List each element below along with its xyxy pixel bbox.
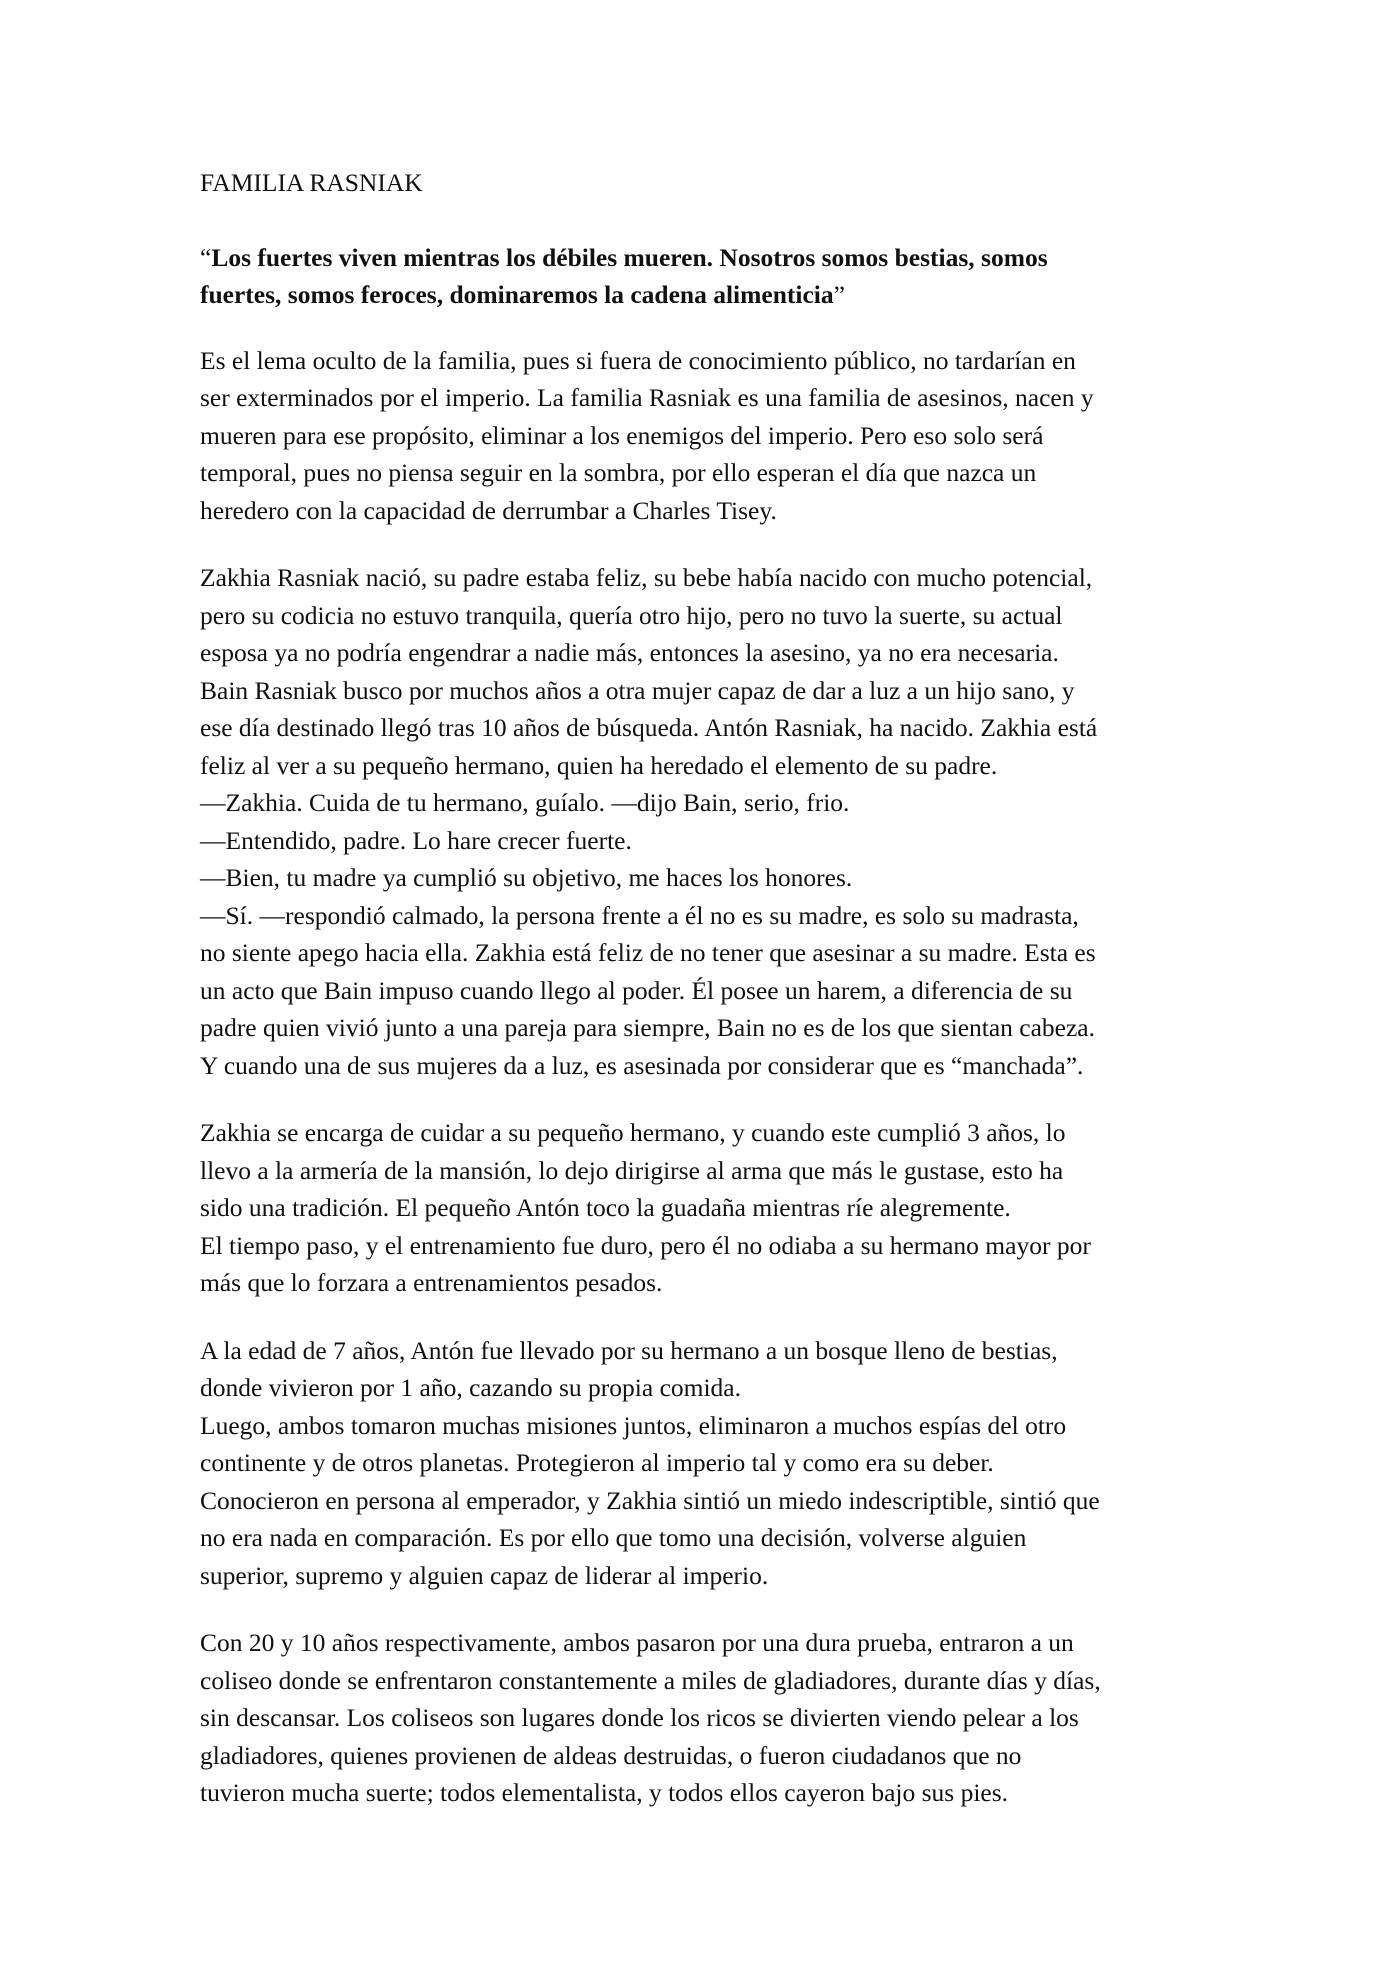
paragraph-line: no siente apego hacia ella. Zakhia está feliz de no tener que asesinar a su madre. Esta es bbox=[200, 938, 1096, 967]
paragraph-line: donde vivieron por 1 año, cazando su propia comida. bbox=[200, 1373, 742, 1402]
body-paragraph bbox=[200, 1624, 1220, 1812]
paragraph-line: —Bien, tu madre ya cumplió su objetivo, me haces los honores. bbox=[200, 863, 853, 892]
paragraph-line: Zakhia Rasniak nació, su padre estaba feliz, su bebe había nacido con mucho potencial, bbox=[200, 563, 1093, 592]
paragraph-line: gladiadores, quienes provienen de aldeas destruidas, o fueron ciudadanos que no bbox=[200, 1740, 1022, 1770]
document-title: FAMILIA RASNIAK bbox=[200, 168, 423, 197]
paragraph-line: esposa ya no podría engendrar a nadie más, entonces la asesino, ya no era necesaria. bbox=[200, 638, 1059, 667]
document-body bbox=[200, 164, 1220, 1812]
paragraph-line: sido una tradición. El pequeño Antón toco la guadaña mientras ríe alegremente. bbox=[200, 1193, 1011, 1222]
paragraph-line: no era nada en comparación. Es por ello que tomo una decisión, volverse alguien bbox=[200, 1523, 1027, 1552]
paragraph-line: coliseo donde se enfrentaron constantemente a miles de gladiadores, durante días y días, bbox=[200, 1665, 1101, 1695]
paragraph-line: El tiempo paso, y el entrenamiento fue duro, pero él no odiaba a su hermano mayor por bbox=[200, 1230, 1091, 1260]
paragraph-line: feliz al ver a su pequeño hermano, quien ha heredado el elemento de su padre. bbox=[200, 750, 998, 780]
paragraph-line: llevo a la armería de la mansión, lo dejo dirigirse al arma que más le gustase, esto ha bbox=[200, 1155, 1064, 1185]
paragraph-line: heredero con la capacidad de derrumbar a Charles Tisey. bbox=[200, 495, 777, 525]
body-paragraph bbox=[200, 559, 1220, 1084]
paragraph-line: más que lo forzara a entrenamientos pesados. bbox=[200, 1268, 663, 1297]
paragraph-line: Y cuando una de sus mujeres da a luz, es asesinada por considerar que es “manchada”. bbox=[200, 1050, 1084, 1080]
paragraph-line: —Entendido, padre. Lo hare crecer fuerte. bbox=[200, 825, 632, 855]
paragraph-line: A la edad de 7 años, Antón fue llevado por su hermano a un bosque lleno de bestias, bbox=[200, 1335, 1058, 1365]
motto-close-quote: ” bbox=[833, 280, 845, 309]
paragraph-line: un acto que Bain impuso cuando llego al poder. Él posee un harem, a diferencia de su bbox=[200, 975, 1073, 1005]
body-paragraph bbox=[200, 1332, 1220, 1595]
motto-line: “Los fuertes viven mientras los débiles mueren. Nosotros somos bestias, somos bbox=[200, 242, 1048, 272]
paragraph-line: ser exterminados por el imperio. La familia Rasniak es una familia de asesinos, nacen y bbox=[200, 383, 1094, 412]
paragraph-line: —Sí. —respondió calmado, la persona frente a él no es su madre, es solo su madrasta, bbox=[200, 900, 1079, 930]
body-paragraph bbox=[200, 1114, 1220, 1302]
body-paragraph bbox=[200, 342, 1220, 530]
motto-open-quote: “ bbox=[200, 242, 212, 272]
paragraph-line: —Zakhia. Cuida de tu hermano, guíalo. —dijo Bain, serio, frio. bbox=[200, 788, 850, 817]
family-motto bbox=[200, 239, 1220, 314]
paragraph-line: Con 20 y 10 años respectivamente, ambos pasaron por una dura prueba, entraron a un bbox=[200, 1628, 1074, 1657]
motto-line: fuertes, somos feroces, dominaremos la cadena alimenticia” bbox=[200, 280, 845, 309]
paragraph-line: mueren para ese propósito, eliminar a los enemigos del imperio. Pero eso solo será bbox=[200, 420, 1044, 450]
paragraph-line: continente y de otros planetas. Protegieron al imperio tal y como era su deber. bbox=[200, 1448, 994, 1477]
paragraph-line: padre quien vivió junto a una pareja para siempre, Bain no es de los que sientan cabeza. bbox=[200, 1013, 1096, 1042]
paragraph-line: ese día destinado llegó tras 10 años de búsqueda. Antón Rasniak, ha nacido. Zakhia está bbox=[200, 713, 1098, 742]
paragraph-line: Bain Rasniak busco por muchos años a otra mujer capaz de dar a luz a un hijo sano, y bbox=[200, 675, 1075, 705]
paragraph-line: Luego, ambos tomaron muchas misiones juntos, eliminaron a muchos espías del otro bbox=[200, 1410, 1067, 1440]
paragraph-line: Conocieron en persona al emperador, y Zakhia sintió un miedo indescriptible, sintió que bbox=[200, 1485, 1100, 1515]
paragraph-line: sin descansar. Los coliseos son lugares donde los ricos se divierten viendo pelear a los bbox=[200, 1703, 1079, 1732]
paragraph-list bbox=[200, 342, 1220, 1812]
paragraph-line: Zakhia se encarga de cuidar a su pequeño hermano, y cuando este cumplió 3 años, lo bbox=[200, 1118, 1066, 1147]
paragraph-line: pero su codicia no estuvo tranquila, quería otro hijo, pero no tuvo la suerte, su actual bbox=[200, 600, 1063, 630]
paragraph-line: tuvieron mucha suerte; todos elementalista, y todos ellos cayeron bajo sus pies. bbox=[200, 1778, 1009, 1807]
paragraph-line: temporal, pues no piensa seguir en la sombra, por ello esperan el día que nazca un bbox=[200, 458, 1037, 487]
paragraph-line: superior, supremo y alguien capaz de liderar al imperio. bbox=[200, 1560, 769, 1590]
paragraph-line: Es el lema oculto de la familia, pues si fuera de conocimiento público, no tardarían en bbox=[200, 345, 1076, 375]
